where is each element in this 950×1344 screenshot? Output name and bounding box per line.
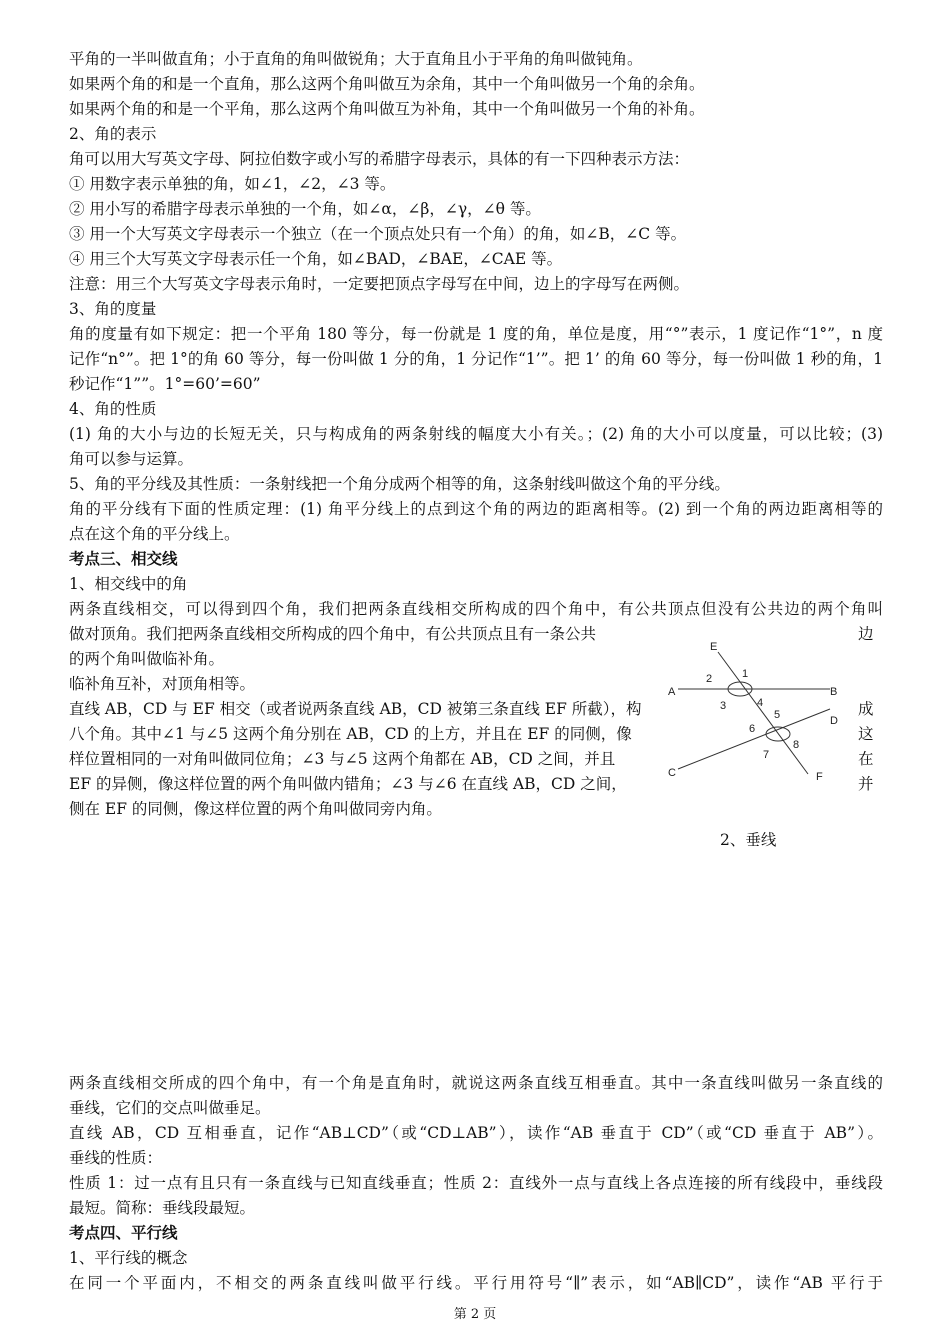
angle-label: 4 xyxy=(757,697,764,709)
angle-label: 5 xyxy=(774,709,781,721)
angle-label: 8 xyxy=(793,739,800,751)
text-line: 平角的一半叫做直角；小于直角的角叫做锐角；大于直角且小于平角的角叫做钝角。 xyxy=(69,50,643,68)
text-line: EF 的异侧，像这样位置的两个角叫做内错角；∠3 与∠6 在直线 AB，CD 之间， xyxy=(69,775,627,793)
text-line: 八个角。其中∠1 与∠5 这两个角分别在 AB，CD 的上方，并且在 EF 的同侧，像 xyxy=(69,725,632,743)
list-item: ② 用小写的希腊字母表示单独的一个角，如∠α，∠β，∠γ，∠θ 等。 xyxy=(69,200,541,218)
text-line: 如果两个角的和是一个平角，那么这两个角叫做互为补角，其中一个角叫做另一个角的补角。 xyxy=(69,100,705,118)
text-line: 侧在 EF 的同侧，像这样位置的两个角叫做同旁内角。 xyxy=(69,800,442,818)
topic-heading: 考点四、平行线 xyxy=(69,1223,178,1242)
list-item: ④ 用三个大写英文字母表示任一个角，如∠BAD，∠BAE，∠CAE 等。 xyxy=(69,250,563,268)
text-line: 角的度量有如下规定：把一个平角 180 等分，每一份就是 1 度的角，单位是度，用“°”表示，1 度记作“1°”，n 度 xyxy=(69,325,883,343)
note-line: 注意：用三个大写英文字母表示角时，一定要把顶点字母写在中间，边上的字母写在两侧。 xyxy=(69,275,690,293)
line-cd xyxy=(678,709,830,769)
list-item: ① 用数字表示单独的角，如∠1，∠2，∠3 等。 xyxy=(69,175,396,193)
angle-label: 6 xyxy=(749,723,756,735)
text-line: 记作“n°”。把 1°的角 60 等分，每一份叫做 1 分的角，1 分记作“1’”。把 1’ 的角 60 等分，每一份叫做 1 秒的角，1 xyxy=(69,350,883,368)
wrapped-char: 在 xyxy=(858,750,874,768)
wrapped-char: 并 xyxy=(858,775,874,793)
section-heading: 2、角的表示 xyxy=(69,125,157,143)
angle-label: 7 xyxy=(763,749,770,761)
label-c: C xyxy=(668,767,676,779)
text-line: 性质 1：过一点有且只有一条直线与已知直线垂直；性质 2：直线外一点与直线上各点连接的所有线段中，垂线段 xyxy=(69,1174,883,1192)
text-line: 秒记作“1””。1°=60’=60” xyxy=(69,375,261,393)
label-e: E xyxy=(710,641,718,653)
label-a: A xyxy=(668,686,676,698)
text-line: (1) 角的大小与边的长短无关，只与构成角的两条射线的幅度大小有关。；(2) 角的大小可以度量，可以比较；(3) xyxy=(69,425,883,443)
label-f: F xyxy=(816,771,823,783)
text-line: 临补角互补，对顶角相等。 xyxy=(69,675,256,693)
section-heading: 3、角的度量 xyxy=(69,300,157,318)
text-line: 角的平分线有下面的性质定理：(1) 角平分线上的点到这个角的两边的距离相等。(2) 到一个角的两边距离相等的 xyxy=(69,500,883,518)
list-item: ③ 用一个大写英文字母表示一个独立（在一个顶点处只有一个角）的角，如∠B，∠C 等。 xyxy=(69,225,687,243)
text-line: 点在这个角的平分线上。 xyxy=(69,525,240,543)
wrapped-char: 成 xyxy=(858,700,874,718)
angle-label: 1 xyxy=(742,668,749,680)
label-d: D xyxy=(830,715,838,727)
text-line: 样位置相同的一对角叫做同位角；∠3 与∠5 这两个角都在 AB，CD 之间，并且 xyxy=(69,750,616,768)
topic-heading: 考点三、相交线 xyxy=(69,549,178,568)
page-number: 第 2 页 xyxy=(453,1307,497,1322)
text-line: 直线 AB，CD 互相垂直，记作“AB⊥CD”（或“CD⊥AB”），读作“AB 垂直于 CD”（或“CD 垂直于 AB”）。 xyxy=(69,1124,883,1142)
label-b: B xyxy=(830,686,838,698)
text-line: 在同一个平面内，不相交的两条直线叫做平行线。平行用符号“∥”表示，如“AB∥CD”，读作“AB 平行于 xyxy=(69,1274,883,1292)
wrapped-char: 这 xyxy=(858,725,874,743)
section-heading: 1、平行线的概念 xyxy=(69,1249,188,1267)
text-line: 垂线，它们的交点叫做垂足。 xyxy=(69,1099,271,1117)
text-line: 做对顶角。我们把两条直线相交所构成的四个角中，有公共顶点且有一条公共 xyxy=(69,625,597,643)
text-line: 垂线的性质： xyxy=(69,1149,163,1167)
text-line: 5、角的平分线及其性质：一条射线把一个角分成两个相等的角，这条射线叫做这个角的平分线。 xyxy=(69,475,730,493)
text-line: 两条直线相交，可以得到四个角，我们把两条直线相交所构成的四个角中，有公共顶点但没有公共边的两个角叫 xyxy=(69,600,883,618)
section-heading: 4、角的性质 xyxy=(69,400,157,418)
text-line: 两条直线相交所成的四个角中，有一个角是直角时，就说这两条直线互相垂直。其中一条直线叫做另一条直线的 xyxy=(69,1074,883,1092)
text-line: 如果两个角的和是一个直角，那么这两个角叫做互为余角，其中一个角叫做另一个角的余角。 xyxy=(69,75,705,93)
perpendicular-caption: 2、垂线 xyxy=(720,831,777,849)
text-line: 的两个角叫做临补角。 xyxy=(69,650,225,668)
text-line: 角可以用大写英文字母、阿拉伯数字或小写的希腊字母表示，具体的有一下四种表示方法： xyxy=(69,150,690,168)
section-heading: 1、相交线中的角 xyxy=(69,575,188,593)
intersecting-lines-figure xyxy=(660,634,860,794)
text-line: 角可以参与运算。 xyxy=(69,450,194,468)
text-line: 直线 AB，CD 与 EF 相交（或者说两条直线 AB，CD 被第三条直线 EF 所截），构 xyxy=(69,700,642,718)
angle-label: 3 xyxy=(720,700,727,712)
text-line: 最短。简称：垂线段最短。 xyxy=(69,1199,256,1217)
angle-label: 2 xyxy=(706,673,713,685)
wrapped-char: 边 xyxy=(858,625,874,643)
